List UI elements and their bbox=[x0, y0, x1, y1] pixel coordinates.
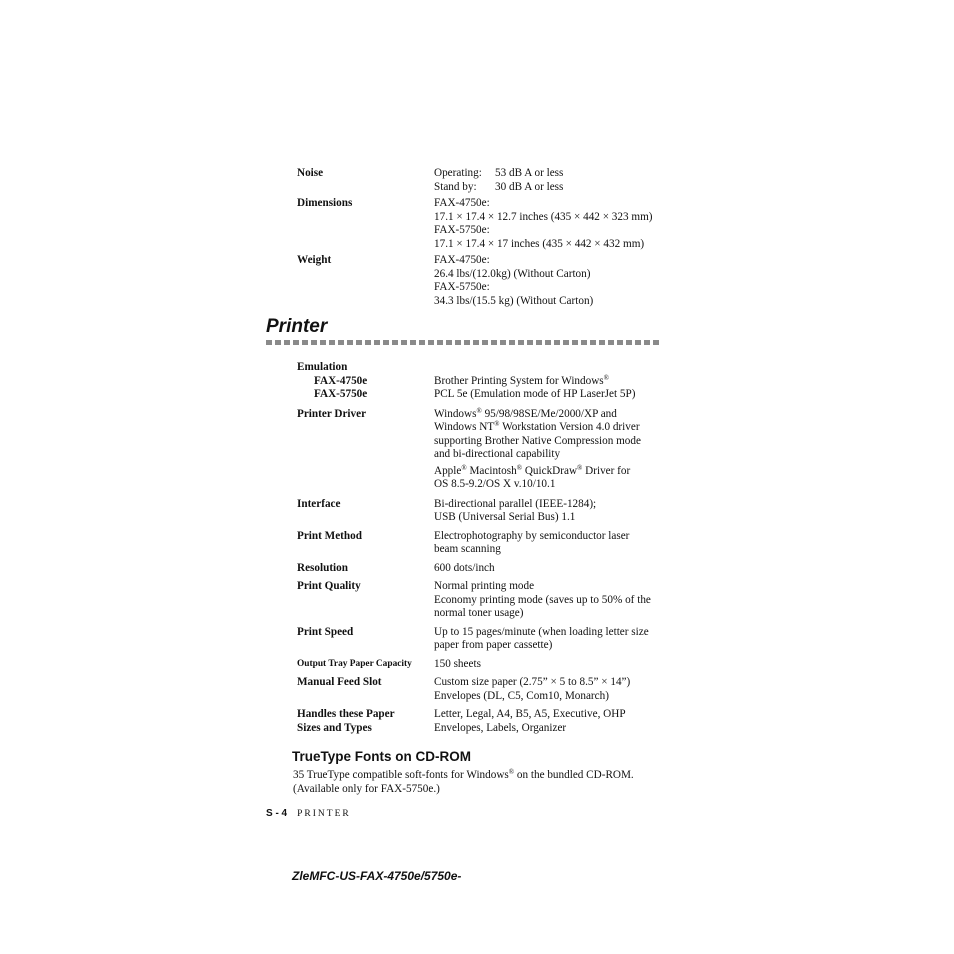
value-line: Custom size paper (2.75” × 5 to 8.5” × 14”) bbox=[434, 676, 631, 688]
page-footer bbox=[266, 808, 351, 819]
spec-label: Printer Driver bbox=[297, 407, 367, 420]
registered-mark: ® bbox=[603, 373, 609, 382]
spec-label: Output Tray Paper Capacity bbox=[297, 658, 412, 669]
spec-value bbox=[434, 167, 677, 194]
value-line: 600 dots/inch bbox=[434, 561, 495, 574]
paragraph-text: on the bundled CD-ROM. bbox=[514, 769, 634, 781]
value-line: supporting Brother Native Compression mode bbox=[434, 434, 641, 447]
spec-table-top bbox=[297, 167, 677, 308]
spec-label: Weight bbox=[297, 254, 332, 266]
paragraph-text: 35 TrueType compatible soft-fonts for Windows bbox=[293, 769, 509, 781]
spec-row-paper-handling bbox=[297, 708, 677, 735]
value-line: PCL 5e (Emulation mode of HP LaserJet 5P) bbox=[434, 388, 636, 400]
spec-label: Print Quality bbox=[297, 580, 361, 592]
spec-label: Print Method bbox=[297, 529, 362, 542]
footer-section-name: PRINTER bbox=[297, 809, 351, 819]
value-text: 95/98/98SE/Me/2000/XP and bbox=[481, 407, 617, 420]
noise-operating-value: 53 dB A or less bbox=[495, 167, 564, 179]
value-text: Driver for bbox=[582, 464, 631, 477]
value-line: 17.1 × 17.4 × 12.7 inches (435 × 442 × 323 mm) bbox=[434, 210, 653, 223]
spec-label: Handles these Paper bbox=[297, 708, 395, 720]
spec-label: Sizes and Types bbox=[297, 721, 372, 734]
paragraph-line: (Available only for FAX-5750e.) bbox=[293, 782, 440, 795]
spec-label: Resolution bbox=[297, 561, 348, 574]
truetype-paragraph bbox=[293, 769, 634, 796]
value-line: FAX-5750e: bbox=[434, 224, 490, 236]
value-line: Electrophotography by semiconductor laser bbox=[434, 529, 630, 542]
value-line: Letter, Legal, A4, B5, A5, Executive, OHP bbox=[434, 708, 626, 720]
registered-mark: ® bbox=[516, 463, 523, 472]
value-text: Apple bbox=[434, 464, 462, 477]
value-line: beam scanning bbox=[434, 543, 501, 555]
value-line: Normal printing mode bbox=[434, 580, 535, 592]
subsection-title: TrueType Fonts on CD-ROM bbox=[292, 749, 471, 764]
spec-label: Interface bbox=[297, 497, 341, 510]
value-line: Envelopes, Labels, Organizer bbox=[434, 721, 567, 734]
value-line: paper from paper cassette) bbox=[434, 639, 553, 651]
spec-value bbox=[434, 530, 677, 557]
spec-value bbox=[434, 197, 677, 251]
value-line: Bi-directional parallel (IEEE-1284); bbox=[434, 497, 597, 510]
registered-mark: ® bbox=[508, 768, 515, 776]
registered-mark: ® bbox=[476, 406, 482, 415]
spec-value bbox=[434, 254, 677, 308]
document-code: ZleMFC-US-FAX-4750e/5750e- bbox=[292, 869, 462, 883]
spec-value bbox=[434, 361, 677, 402]
value-line: and bi-directional capability bbox=[434, 448, 561, 460]
value-text: Brother Printing System for Windows bbox=[434, 374, 604, 387]
value-text: QuickDraw bbox=[522, 464, 578, 477]
spec-value bbox=[434, 580, 677, 621]
page-number: S - 4 bbox=[266, 808, 288, 819]
noise-standby-value: 30 dB A or less bbox=[495, 180, 564, 193]
value-line: FAX-5750e: bbox=[434, 281, 490, 293]
spec-row-print-quality bbox=[297, 580, 677, 621]
spec-row-interface bbox=[297, 498, 677, 525]
noise-standby-key: Stand by: bbox=[434, 180, 477, 193]
spec-label: Manual Feed Slot bbox=[297, 676, 382, 688]
spec-label: Print Speed bbox=[297, 625, 354, 638]
value-line: Up to 15 pages/minute (when loading letter size bbox=[434, 625, 649, 638]
spec-value bbox=[434, 658, 677, 672]
section-title: Printer bbox=[266, 316, 328, 337]
spec-row-print-speed bbox=[297, 626, 677, 653]
spec-row-weight bbox=[297, 254, 677, 308]
value-line: 34.3 lbs/(15.5 kg) (Without Carton) bbox=[434, 294, 594, 307]
spec-row-output-tray bbox=[297, 658, 677, 672]
spec-row-emulation bbox=[297, 361, 677, 402]
spec-label: Noise bbox=[297, 167, 324, 179]
value-line: Envelopes (DL, C5, Com10, Monarch) bbox=[434, 689, 609, 702]
spec-label: Dimensions bbox=[297, 197, 353, 209]
spec-label: Emulation bbox=[297, 361, 348, 373]
value-line: OS 8.5-9.2/OS X v.10/10.1 bbox=[434, 478, 556, 490]
spec-table-printer bbox=[297, 361, 677, 735]
value-line: 150 sheets bbox=[434, 657, 481, 670]
spec-row-print-method bbox=[297, 530, 677, 557]
value-text: Workstation Version 4.0 driver bbox=[499, 421, 640, 433]
spec-row-noise bbox=[297, 167, 677, 194]
value-text: Macintosh bbox=[466, 464, 517, 477]
spec-value bbox=[434, 676, 677, 703]
registered-mark: ® bbox=[461, 463, 467, 472]
model-label: FAX-5750e bbox=[314, 388, 368, 400]
spec-value bbox=[434, 408, 677, 492]
value-line: FAX-4750e: bbox=[434, 197, 490, 209]
value-line: Economy printing mode (saves up to 50% of the bbox=[434, 593, 651, 606]
spec-value bbox=[434, 498, 677, 525]
value-line: 17.1 × 17.4 × 17 inches (435 × 442 × 432 mm) bbox=[434, 237, 645, 250]
value-line: FAX-4750e: bbox=[434, 254, 490, 266]
spec-value bbox=[434, 626, 677, 653]
section-divider bbox=[266, 340, 660, 345]
value-line: 26.4 lbs/(12.0kg) (Without Carton) bbox=[434, 267, 591, 280]
spec-row-printer-driver bbox=[297, 408, 677, 492]
registered-mark: ® bbox=[577, 463, 583, 472]
value-line: normal toner usage) bbox=[434, 607, 524, 619]
value-text: Windows bbox=[434, 407, 477, 420]
spec-row-dimensions bbox=[297, 197, 677, 251]
noise-operating-key: Operating: bbox=[434, 167, 482, 179]
spec-value bbox=[434, 562, 677, 576]
spec-row-resolution bbox=[297, 562, 677, 576]
spec-value bbox=[434, 708, 677, 735]
value-text: Windows NT bbox=[434, 421, 495, 433]
model-label: FAX-4750e bbox=[314, 374, 368, 387]
value-line: USB (Universal Serial Bus) 1.1 bbox=[434, 511, 576, 523]
spec-row-manual-feed bbox=[297, 676, 677, 703]
registered-mark: ® bbox=[494, 420, 500, 428]
